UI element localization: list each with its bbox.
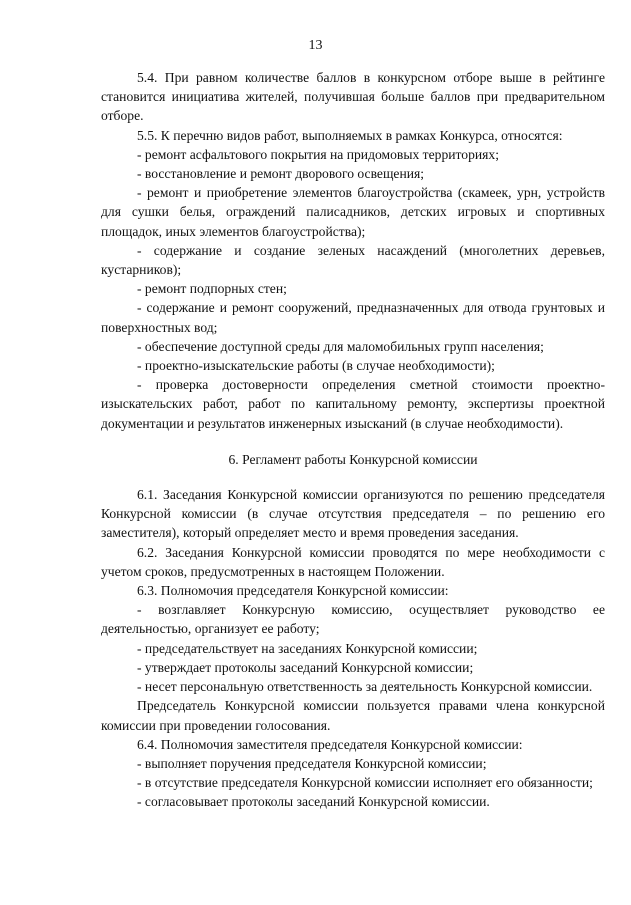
list-item: - несет персональную ответственность за деятельность Конкурсной комиссии. (137, 679, 593, 695)
paragraph: 5.4. При равном количестве баллов в конкурсном отборе выше в рейтинге становится инициатива жителей, получившая больше баллов при предварительном отборе. (101, 70, 605, 124)
page-number: 13 (308, 38, 323, 53)
paragraph: Председатель Конкурсной комиссии пользуется правами члена конкурсной комиссии при проведении голосования. (101, 698, 605, 733)
list-item: - в отсутствие председателя Конкурсной комиссии исполняет его обязанности; (137, 775, 593, 791)
list-item: - проверка достоверности определения сметной стоимости проектно-изыскательских работ, работ по капитальному ремонту, экспертизы проектной документации и результатов инженерных изысканий (в случае необходимости). (101, 377, 605, 431)
list-item: - утверждает протоколы заседаний Конкурсной комиссии; (137, 659, 474, 675)
paragraph: 6.4. Полномочия заместителя председателя Конкурсной комиссии: (137, 736, 523, 752)
paragraph: 5.5. К перечню видов работ, выполняемых в рамках Конкурса, относятся: (137, 127, 563, 143)
paragraph: 6.3. Полномочия председателя Конкурсной комиссии: (137, 583, 449, 599)
paragraph: 6.2. Заседания Конкурсной комиссии проводятся по мере необходимости с учетом сроков, предусмотренных в настоящем Положении. (101, 544, 605, 579)
document-body (101, 68, 605, 812)
list-item: - выполняет поручения председателя Конкурсной комиссии; (137, 755, 487, 771)
list-item: - председательствует на заседаниях Конкурсной комиссии; (137, 640, 478, 656)
list-item: - проектно-изыскательские работы (в случае необходимости); (137, 358, 495, 374)
list-item: - ремонт и приобретение элементов благоустройства (скамеек, урн, устройств для сушки белья, ограждений палисадников, детских игровых и спортивных площадок, иных элементов благоустройства); (101, 185, 605, 239)
list-item: - обеспечение доступной среды для маломобильных групп населения; (137, 338, 544, 354)
list-item: - согласовывает протоколы заседаний Конкурсной комиссии. (137, 794, 490, 810)
paragraph: 6.1. Заседания Конкурсной комиссии организуются по решению председателя Конкурсной комиссии (в случае отсутствия председателя – по решению его заместителя), который определяет место и время проведения заседания. (101, 487, 605, 541)
list-item: - содержание и ремонт сооружений, предназначенных для отвода грунтовых и поверхностных вод; (101, 300, 605, 335)
list-item: - ремонт асфальтового покрытия на придомовых территориях; (137, 146, 499, 162)
list-item: - возглавляет Конкурсную комиссию, осуществляет руководство ее деятельностью, организует ее работу; (101, 602, 605, 637)
list-item: - содержание и создание зеленых насаждений (многолетних деревьев, кустарников); (101, 242, 605, 278)
list-item: - ремонт подпорных стен; (137, 281, 287, 297)
list-item: - восстановление и ремонт дворового освещения; (137, 166, 425, 182)
section-heading: 6. Регламент работы Конкурсной комиссии (228, 451, 478, 467)
